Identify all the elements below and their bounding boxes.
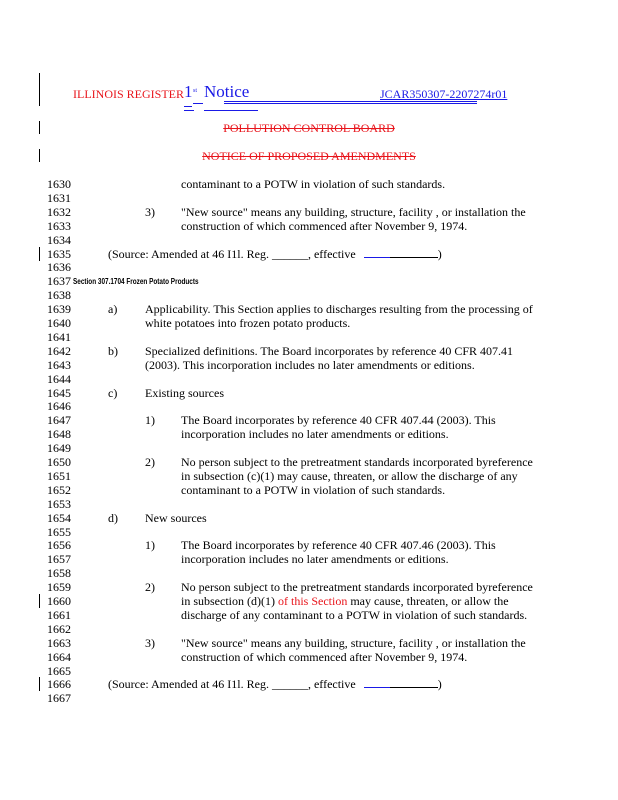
document-line [0, 538, 618, 552]
register-title: ILLINOIS REGISTER [73, 87, 184, 101]
text-segment: The Board incorporates by reference 40 CFR 407.46 (2003). This [181, 538, 496, 553]
line-text [181, 483, 445, 498]
text-segment: No person subject to the pretreatment standards incorporated byreference [181, 580, 533, 595]
line-number: 1635 [47, 246, 71, 261]
document-line [0, 455, 618, 469]
item-label: c) [108, 385, 118, 400]
document-line [0, 650, 618, 664]
item-label: 3) [145, 635, 155, 650]
text-segment: "New source" means any building, structure, facility , or installation the [181, 635, 526, 650]
document-line [0, 413, 618, 427]
line-number: 1664 [47, 649, 71, 664]
text-segment: in subsection (d)(1) [181, 594, 278, 608]
document-line [0, 622, 618, 636]
text-segment: (2003). This incorporation includes no later amendments or editions. [145, 357, 475, 372]
line-text [181, 636, 526, 651]
line-number: 1667 [47, 691, 71, 706]
line-number: 1645 [47, 385, 71, 400]
text-segment: construction of which commenced after November 9, 1974. [181, 218, 468, 233]
document-line [0, 274, 618, 288]
line-number: 1643 [47, 357, 71, 372]
line-text [181, 650, 467, 665]
effective-date-blank [390, 687, 438, 688]
line-text [181, 580, 533, 595]
inserted-text: of this Section [277, 594, 348, 608]
document-line [0, 664, 618, 678]
line-text [108, 677, 442, 692]
document-line [0, 260, 618, 274]
text-segment: The Board incorporates by reference 40 CFR 407.44 (2003). This [181, 413, 496, 428]
line-text [181, 177, 445, 192]
document-line [0, 288, 618, 302]
notice-title: NOTICE OF PROPOSED AMENDMENTS [202, 149, 416, 163]
text-segment: (Source: Amended at 46 I1l. Reg. ______, effective [108, 246, 359, 261]
document-line [0, 594, 618, 608]
line-number: 1644 [47, 371, 71, 386]
line-number: 1650 [47, 455, 71, 469]
line-number: 1639 [47, 302, 71, 317]
line-number: 1646 [47, 399, 71, 414]
text-segment: "New source" means any building, structure, facility , or installation the [181, 204, 526, 219]
line-text [181, 594, 509, 609]
document-id: JCAR350307-2207274r01 [380, 87, 508, 101]
line-number: 1647 [47, 413, 71, 428]
line-number: 1631 [47, 190, 71, 205]
line-text [181, 455, 533, 470]
document-line [0, 177, 618, 191]
line-number: 1640 [47, 316, 71, 330]
document-line [0, 636, 618, 650]
document-line [0, 358, 618, 372]
agency-name: POLLUTION CONTROL BOARD [223, 121, 395, 135]
line-number: 1653 [47, 496, 71, 511]
line-text [145, 302, 533, 317]
text-segment: (Source: Amended at 46 I1l. Reg. ______, effective [108, 677, 359, 692]
line-number: 1632 [47, 204, 71, 219]
effective-date-blank [390, 257, 438, 258]
document-line [0, 399, 618, 413]
text-segment: No person subject to the pretreatment standards incorporated byreference [181, 455, 533, 469]
line-number: 1651 [47, 468, 71, 483]
notice-label: Notice [204, 82, 250, 101]
text-segment: Applicability. This Section applies to discharges resulting from the processing of [145, 302, 533, 317]
line-number: 1662 [47, 621, 71, 636]
line-number: 1637 [47, 274, 71, 289]
line-number: 1665 [47, 663, 71, 678]
line-text [181, 219, 467, 234]
document-line [0, 691, 618, 705]
item-label: b) [108, 343, 118, 358]
line-number: 1656 [47, 538, 71, 553]
change-bar [39, 594, 40, 608]
document-line [0, 427, 618, 441]
text-segment: incorporation includes no later amendments or editions. [181, 427, 449, 442]
line-text [108, 247, 442, 262]
text-segment: incorporation includes no later amendments or editions. [181, 552, 449, 567]
text-segment: contaminant to a POTW in violation of such standards. [181, 482, 446, 497]
line-number: 1660 [47, 594, 71, 608]
text-segment: contaminant to a POTW in violation of such standards. [181, 177, 446, 191]
text-segment: Existing sources [145, 385, 224, 400]
line-number: 1655 [47, 524, 71, 539]
line-number: 1638 [47, 288, 71, 303]
document-line [0, 608, 618, 622]
line-text [145, 386, 224, 401]
document-line [0, 441, 618, 455]
change-bar [39, 677, 40, 691]
line-number: 1661 [47, 607, 71, 622]
line-number: 1634 [47, 232, 71, 247]
document-line [0, 677, 618, 691]
line-text [181, 413, 496, 428]
line-number: 1663 [47, 635, 71, 650]
notice-number: 1 [184, 82, 193, 101]
line-number: 1633 [47, 218, 71, 233]
effective-date-blank [364, 687, 390, 688]
document-line [0, 511, 618, 525]
notice-suffix: st [193, 88, 198, 94]
document-line [0, 219, 618, 233]
document-line [0, 483, 618, 497]
text-segment: discharge of any contaminant to a POTW in violation of such standards. [181, 607, 528, 622]
line-number: 1666 [47, 677, 71, 692]
line-number: 1636 [47, 260, 71, 275]
item-label: a) [108, 302, 118, 317]
line-number: 1641 [47, 329, 71, 344]
line-text [145, 511, 207, 526]
change-bar [39, 247, 40, 261]
line-number: 1649 [47, 441, 71, 456]
item-label: 2) [145, 580, 155, 595]
effective-date-blank [364, 257, 390, 258]
text-segment: Specialized definitions. The Board incorporates by reference 40 CFR 407.41 [145, 343, 514, 358]
line-text [145, 316, 350, 331]
document-line [0, 247, 618, 261]
document-line [0, 205, 618, 219]
document-line [0, 580, 618, 594]
line-text [181, 469, 518, 484]
text-segment: ) [437, 677, 442, 692]
document-line [0, 497, 618, 511]
text-segment: may cause, threaten, or allow the [347, 594, 509, 608]
document-line [0, 372, 618, 386]
item-label: 1) [145, 538, 155, 553]
line-number: 1658 [47, 566, 71, 581]
document-line [0, 525, 618, 539]
line-text [145, 358, 475, 373]
item-label: 1) [145, 413, 155, 428]
line-number: 1642 [47, 343, 71, 358]
document-line [0, 316, 618, 330]
document-line [0, 233, 618, 247]
text-segment: in subsection (c)(1) may cause, threaten, or allow the discharge of any [181, 468, 518, 483]
item-label: 2) [145, 455, 155, 469]
line-text [181, 552, 449, 567]
line-text [181, 205, 526, 220]
line-text [181, 608, 527, 623]
line-number: 1630 [47, 177, 71, 191]
document-line [0, 386, 618, 400]
document-line [0, 552, 618, 566]
line-text [145, 344, 513, 359]
document-line [0, 302, 618, 316]
text-segment: ) [437, 246, 442, 261]
text-segment: white potatoes into frozen potato products. [145, 316, 351, 330]
document-line [0, 191, 618, 205]
text-segment: New sources [145, 510, 207, 525]
item-label: 3) [145, 204, 155, 219]
section-heading: Section 307.1704 Frozen Potato Products [73, 277, 199, 287]
document-line [0, 566, 618, 580]
document-line [0, 344, 618, 358]
document-line [0, 469, 618, 483]
text-segment: construction of which commenced after November 9, 1974. [181, 649, 468, 664]
line-number: 1648 [47, 427, 71, 442]
line-number: 1654 [47, 510, 71, 525]
line-text [181, 427, 449, 442]
line-number: 1657 [47, 552, 71, 567]
item-label: d) [108, 510, 118, 525]
line-text [181, 538, 496, 553]
line-number: 1659 [47, 580, 71, 595]
line-number: 1652 [47, 482, 71, 497]
document-line [0, 330, 618, 344]
change-bar [39, 73, 40, 106]
